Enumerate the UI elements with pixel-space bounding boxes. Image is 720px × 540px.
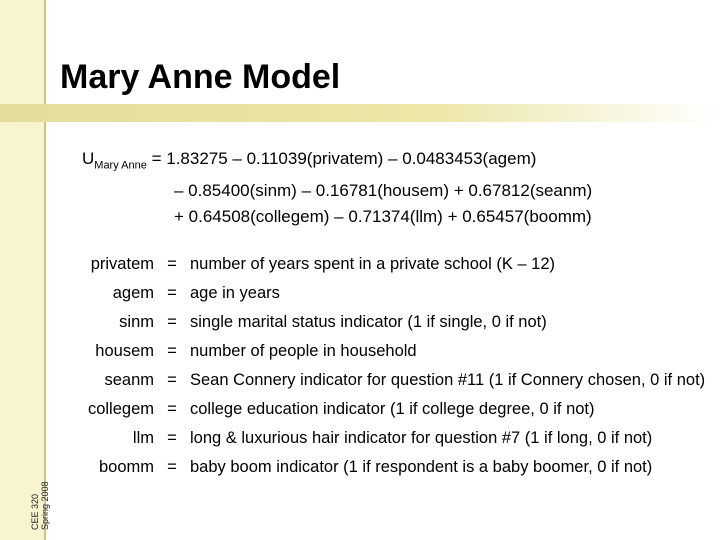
definition-row xyxy=(80,255,710,274)
course-name: CEE 320 xyxy=(30,493,40,530)
definition-row xyxy=(80,429,710,448)
definition-row xyxy=(80,313,710,332)
course-label xyxy=(30,481,50,530)
variable-description: age in years xyxy=(190,284,280,302)
variable-description: baby boom indicator (1 if respondent is a baby boomer, 0 if not) xyxy=(190,458,653,476)
course-term: Spring 2008 xyxy=(40,481,50,530)
utility-equation xyxy=(82,146,592,230)
variable-description: number of years spent in a private school (K – 12) xyxy=(190,255,556,273)
variable-name: collegem xyxy=(87,400,154,418)
equals-sign: = xyxy=(167,429,177,447)
variable-description: college education indicator (1 if college degree, 0 if not) xyxy=(190,400,595,418)
definition-row xyxy=(80,458,710,477)
utility-subscript: Mary Anne xyxy=(94,159,147,172)
title-underline-band xyxy=(0,104,720,122)
variable-name: seanm xyxy=(104,371,154,389)
variable-description: long & luxurious hair indicator for question #7 (1 if long, 0 if not) xyxy=(190,429,653,447)
equals-sign: = xyxy=(167,284,177,302)
equals-sign: = xyxy=(167,255,177,273)
slide-title: Mary Anne Model xyxy=(60,58,341,96)
definition-row xyxy=(80,371,710,390)
variable-name: privatem xyxy=(90,255,154,273)
definition-row xyxy=(80,342,710,361)
variable-name: housem xyxy=(95,342,154,360)
left-sidebar-bar xyxy=(0,0,46,540)
variable-name: boomm xyxy=(98,458,154,476)
definition-row xyxy=(80,284,710,303)
equals-sign: = xyxy=(167,400,177,418)
equation-line-2: – 0.85400(sinm) – 0.16781(housem) + 0.67812(seanm) xyxy=(174,181,593,201)
variable-name: agem xyxy=(112,284,154,302)
variable-description: single marital status indicator (1 if single, 0 if not) xyxy=(190,313,547,331)
utility-symbol: U xyxy=(82,149,95,168)
variable-description: Sean Connery indicator for question #11 (1 if Connery chosen, 0 if not) xyxy=(190,371,706,389)
equals-sign: = xyxy=(167,313,177,331)
equals-sign: = xyxy=(167,371,177,389)
variable-description: number of people in household xyxy=(190,342,417,360)
variable-definitions xyxy=(80,255,710,487)
equals-sign: = xyxy=(167,458,177,476)
variable-name: llm xyxy=(132,429,154,447)
variable-name: sinm xyxy=(119,313,154,331)
definition-row xyxy=(80,400,710,419)
equation-line-3: + 0.64508(collegem) – 0.71374(llm) + 0.65457(boomm) xyxy=(174,207,592,227)
equals-sign: = xyxy=(167,342,177,360)
equation-line-1: = 1.83275 – 0.11039(privatem) – 0.0483453(agem) xyxy=(146,149,537,168)
